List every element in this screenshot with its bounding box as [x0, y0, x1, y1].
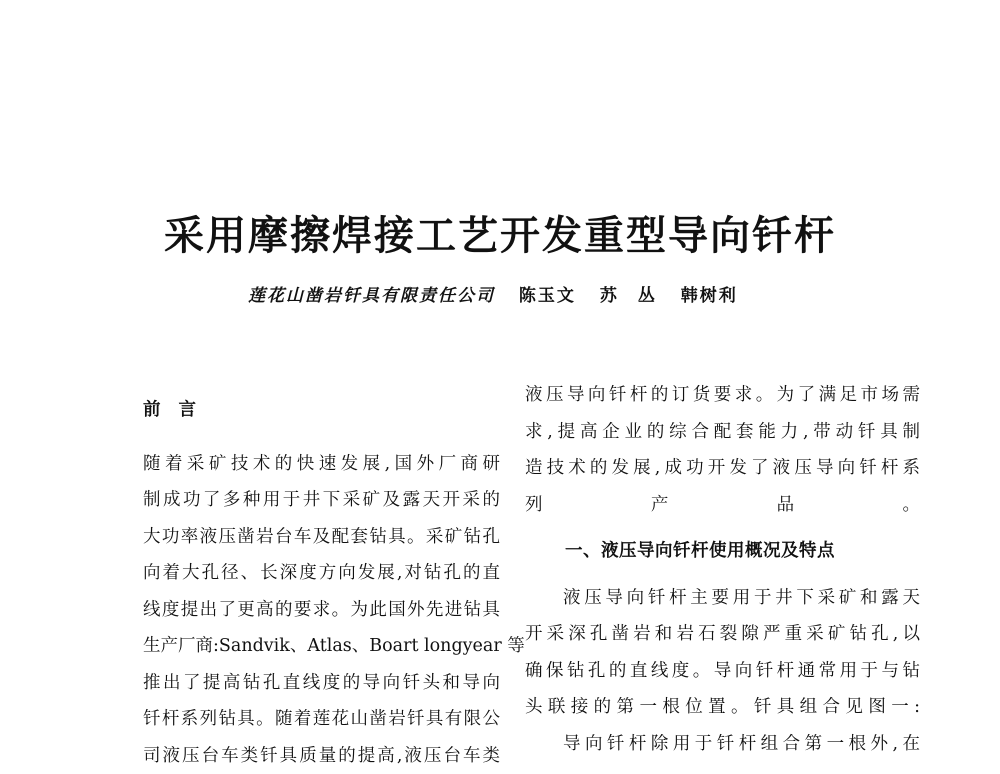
text-line: 钎杆系列钻具。随着莲花山凿岩钎具有限公 [105, 701, 500, 738]
right-column [525, 377, 920, 762]
text-line: 液压导向钎杆主要用于井下采矿和露天 [525, 580, 920, 617]
text-line: 头联接的第一根位置。钎具组合见图一: [525, 689, 920, 726]
text-line: 导向钎杆除用于钎杆组合第一根外,在 [525, 726, 920, 763]
text-line: 造技术的发展,成功开发了液压导向钎杆系 [525, 450, 920, 487]
author-organization: 莲花山凿岩钎具有限责任公司 [248, 286, 495, 306]
text-line: 大功率液压凿岩台车及配套钻具。采矿钻孔 [105, 519, 500, 556]
text-line: 确保钻孔的直线度。导向钎杆通常用于与钻 [525, 653, 920, 690]
text-line: 制成功了多种用于井下采矿及露天开采的 [105, 482, 500, 519]
text-line: 生产厂商:Sandvik、Atlas、Boart longyear 等 [105, 628, 500, 665]
author-name: 韩树利 [681, 286, 738, 306]
byline [248, 283, 848, 309]
body-paragraph [525, 377, 920, 523]
section-heading-preface: 前言 [105, 392, 500, 429]
text-line: 列产品。 [525, 487, 920, 524]
section-heading-overview: 一、液压导向钎杆使用概况及特点 [525, 533, 920, 570]
text-line: 推出了提高钻孔直线度的导向钎头和导向 [105, 665, 500, 702]
body-paragraph [105, 446, 500, 774]
paper-title: 采用摩擦焊接工艺开发重型导向钎杆 [0, 208, 1000, 264]
text-line: 开采深孔凿岩和岩石裂隙严重采矿钻孔,以 [525, 616, 920, 653]
text-line: 求,提高企业的综合配套能力,带动钎具制 [525, 414, 920, 451]
left-column [105, 392, 500, 774]
text-line: 司液压台车类钎具质量的提高,液压台车类 [105, 738, 500, 774]
text-line: 线度提出了更高的要求。为此国外先进钻具 [105, 592, 500, 629]
author-name: 陈玉文 [519, 286, 576, 306]
text-line: 液压导向钎杆的订货要求。为了满足市场需 [525, 377, 920, 414]
body-paragraph [525, 726, 920, 763]
text-line: 随着采矿技术的快速发展,国外厂商研 [105, 446, 500, 483]
body-paragraph [525, 580, 920, 726]
text-line: 向着大孔径、长深度方向发展,对钻孔的直 [105, 555, 500, 592]
author-name: 苏 丛 [600, 286, 657, 306]
